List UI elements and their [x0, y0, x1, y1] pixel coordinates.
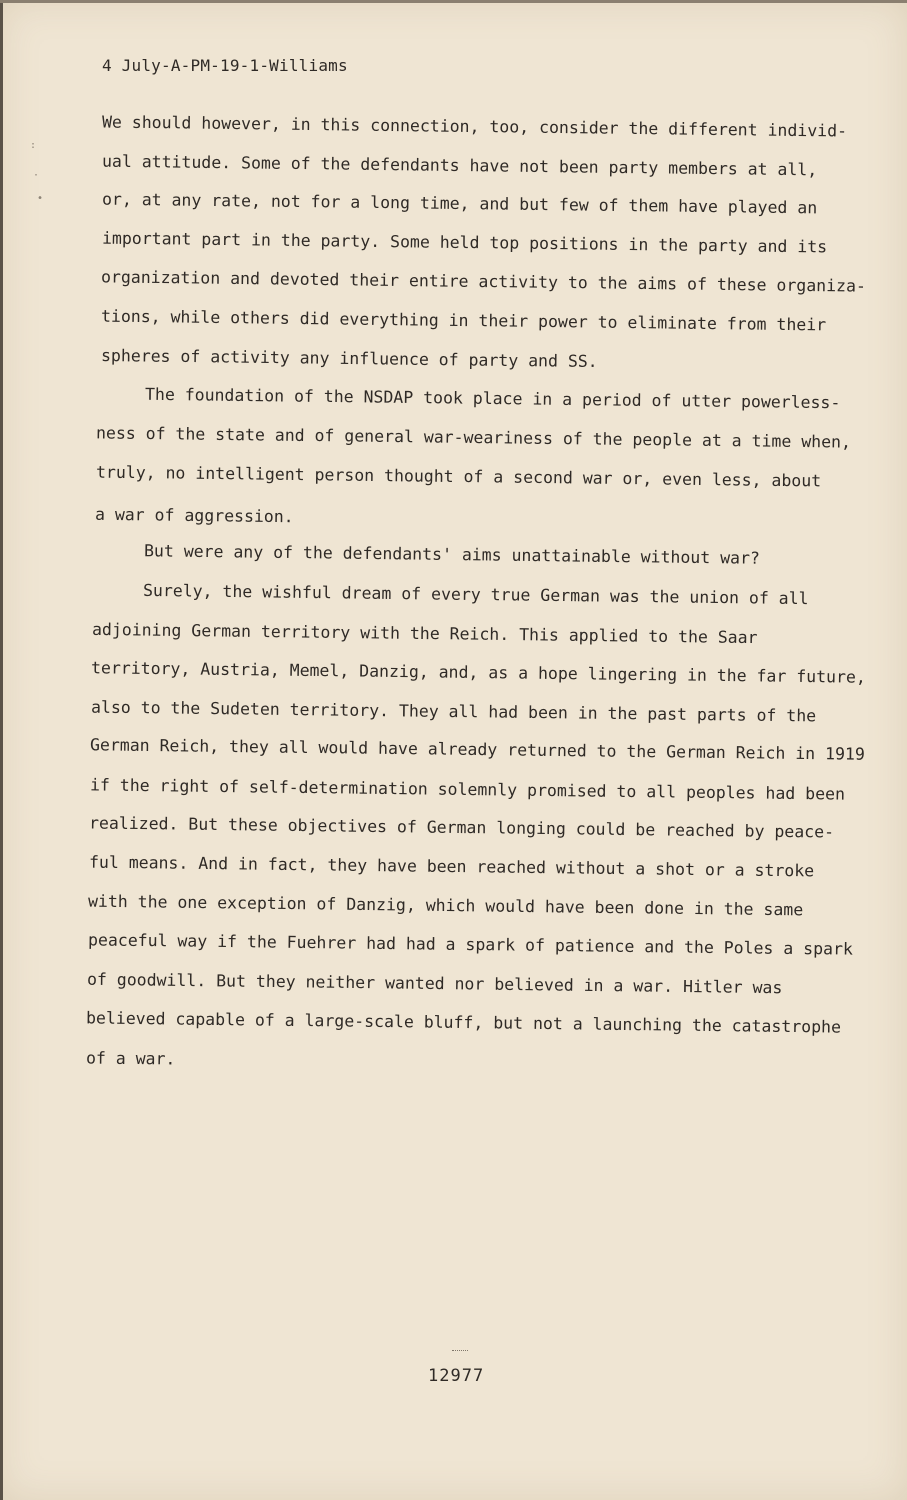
paragraph-1-line-7: spheres of activity any influence of party and SS. [100, 345, 598, 372]
paragraph-4-line-11: of goodwill. But they neither wanted nor believed in a war. Hitler was [86, 969, 783, 998]
margin-mark: · [33, 170, 40, 181]
paragraph-4-line-2: adjoining German territory with the Reich. This applied to the Saar [91, 619, 758, 648]
paragraph-1-line-2: ual attitude. Some of the defendants have not been party members at all, [101, 151, 818, 180]
paragraph-1-line-4: important part in the party. Some held top positions in the party and its [101, 228, 828, 257]
paragraph-2-line-2: ness of the state and of general war-weariness of the people at a time when, [95, 423, 852, 452]
paragraph-4-line-4: also to the Sudeten territory. They all had been in the past parts of the [90, 697, 817, 726]
paragraph-4-line-3: territory, Austria, Memel, Danzig, and, as a hope lingering in the far future, [90, 658, 866, 687]
paragraph-1-line-6: tions, while others did everything in their power to eliminate from their [100, 306, 827, 335]
page-number-mark [452, 1350, 468, 1352]
page-number: 12977 [428, 1366, 485, 1386]
paragraph-4-line-10: peaceful way if the Fuehrer had had a spark of patience and the Poles a spark [87, 930, 853, 959]
paragraph-4-line-6: if the right of self-determination solemnly promised to all peoples had been [89, 775, 846, 804]
margin-mark: • [37, 193, 44, 204]
paragraph-4-line-7: realized. But these objectives of German longing could be reached by peace- [88, 813, 835, 842]
paragraph-3-line-1: But were any of the defendants' aims unattainable without war? [143, 541, 761, 568]
paragraph-1-line-3: or, at any rate, not for a long time, and but few of them have played an [101, 189, 818, 218]
document-header: 4 July-A-PM-19-1-Williams [102, 56, 348, 75]
paragraph-4-line-1: Surely, the wishful dream of every true German was the union of all [142, 580, 809, 609]
paragraph-2-line-3: truly, no intelligent person thought of a second war or, even less, about [95, 462, 822, 491]
paragraph-1-line-1: We should however, in this connection, too, consider the different individ- [101, 112, 848, 141]
paragraph-2-line-1: The foundation of the NSDAP took place in a period of utter powerless- [144, 384, 841, 413]
paragraph-2-line-4: a war of aggression. [94, 504, 294, 527]
paragraph-4-line-13: of a war. [85, 1048, 176, 1069]
paragraph-1-line-5: organization and devoted their entire activity to the aims of these organiza- [100, 267, 866, 296]
paragraph-4-line-5: German Reich, they all would have already returned to the German Reich in 1919 [89, 735, 865, 764]
paragraph-4-line-8: ful means. And in fact, they have been reached without a shot or a stroke [88, 852, 815, 881]
paragraph-4-line-9: with the one exception of Danzig, which would have been done in the same [87, 891, 804, 920]
margin-mark: : [30, 140, 37, 151]
paragraph-4-line-12: believed capable of a large-scale bluff, but not a launching the catastrophe [85, 1008, 842, 1037]
